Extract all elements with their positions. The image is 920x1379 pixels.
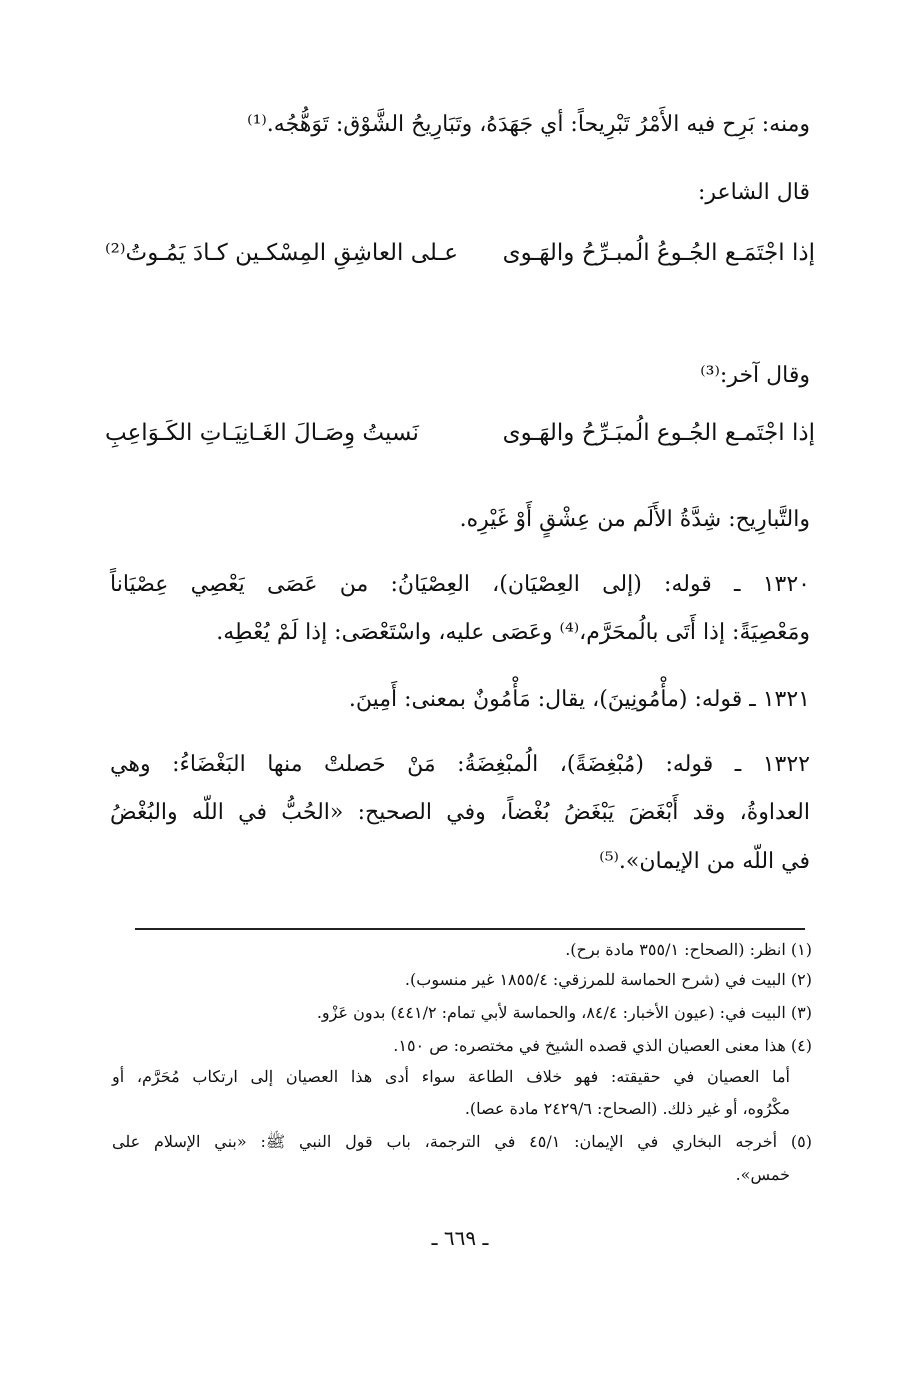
paragraph-1321: ١٣٢١ ـ قوله: (مأْمُونِينَ)، يقال: مَأْمُونٌ بمعنى: أَمِينَ. xyxy=(348,687,810,712)
paragraph-1322-line-3: في اللّه من الإيمان».⁽⁵⁾ xyxy=(599,849,810,874)
verse-2-second-hemistich: نَسيتُ وِصَـالَ الغَـانِيَـاتِ الكَـوَاعِبِ xyxy=(105,420,419,446)
verse-2 xyxy=(105,420,815,464)
footnote-4-continuation-line-2: مكْرُوه، أو غير ذلك. (الصحاح: ٢٤٢٩/٦ مادة عصا). xyxy=(464,1099,790,1118)
paragraph-1322-line-1: ١٣٢٢ ـ قوله: (مُبْغِضَةً)، الُمبْغِضَةُ: مَنْ حَصلتْ منها البَغْضَاءُ: وهي xyxy=(110,752,810,777)
paragraph-1320-line-1: ١٣٢٠ ـ قوله: (إلى العِصْيَان)، العِصْيَانُ: من عَصَى يَعْصِي عِصْيَاناً xyxy=(110,572,810,597)
verse-1-second-hemistich: عـلى العاشِقِ المِسْكـين كـادَ يَمُـوتُ⁽²⁾ xyxy=(105,240,458,266)
page-number: ـ ٦٦٩ ـ xyxy=(431,1226,489,1250)
body-line-1: ومنه: بَرِح فيه الأَمْرُ تَبْرِيحاً: أي جَهَدَهُ، وتَبَارِيحُ الشَّوْق: تَوَهُّجُه.⁽¹⁾ xyxy=(247,112,810,137)
footnote-4-continuation-line-1: أما العصيان في حقيقته: فهو خلاف الطاعة سواء أدى هذا العصيان إلى ارتكاب مُحَرَّم، أو xyxy=(112,1067,791,1086)
paragraph-1320-line-2: ومَعْصِيَةً: إذا أَتَى بالُمحَرَّم،⁽⁴⁾ وعَصَى عليه، واسْتَعْصَى: إذا لَمْ يُعْطِه. xyxy=(216,620,810,645)
footnote-2: (٢) البيت في (شرح الحماسة للمرزقي: ١٨٥٥/٤ غير منسوب). xyxy=(404,970,812,989)
verse-2-first-hemistich: إذا اجْتَمـع الجُـوع الُمبَـرِّحُ والهَـوى xyxy=(502,420,815,446)
footnote-5-line-2: خمس». xyxy=(735,1165,790,1184)
body-line-2: قال الشاعر: xyxy=(697,180,810,205)
body-line-3: وقال آخر:⁽³⁾ xyxy=(700,363,810,388)
footnote-4: (٤) هذا معنى العصيان الذي قصده الشيخ في مختصره: ص ١٥٠. xyxy=(393,1036,812,1055)
verse-1 xyxy=(105,240,815,284)
verse-1-first-hemistich: إذا اجْتَمَـع الجُـوعُ الُمبـرِّحُ والهَـوى xyxy=(502,240,815,266)
footnote-3: (٣) البيت في: (عيون الأخبار: ٨٤/٤، والحماسة لأبي تمام: ٤٤١/٢) بدون عَزْو. xyxy=(316,1003,812,1022)
footnote-5-line-1: (٥) أخرجه البخاري في الإيمان: ٤٥/١ في الترجمة، باب قول النبي ﷺ: «بني الإسلام على xyxy=(112,1132,812,1151)
paragraph-1322-line-2: العداوةُ، وقد أَبْغَضَ يَبْغَضُ بُغْضاً، وفي الصحيح: «الحُبُّ في اللّه والبُغْضُ xyxy=(110,800,810,825)
footnote-separator xyxy=(135,928,805,930)
body-line-4: والتَّبارِيح: شِدَّةُ الأَلَم من عِشْقٍ أَوْ غَيْرِه. xyxy=(459,507,810,532)
footnote-1: (١) انظر: (الصحاح: ٣٥٥/١ مادة برح). xyxy=(565,940,812,959)
